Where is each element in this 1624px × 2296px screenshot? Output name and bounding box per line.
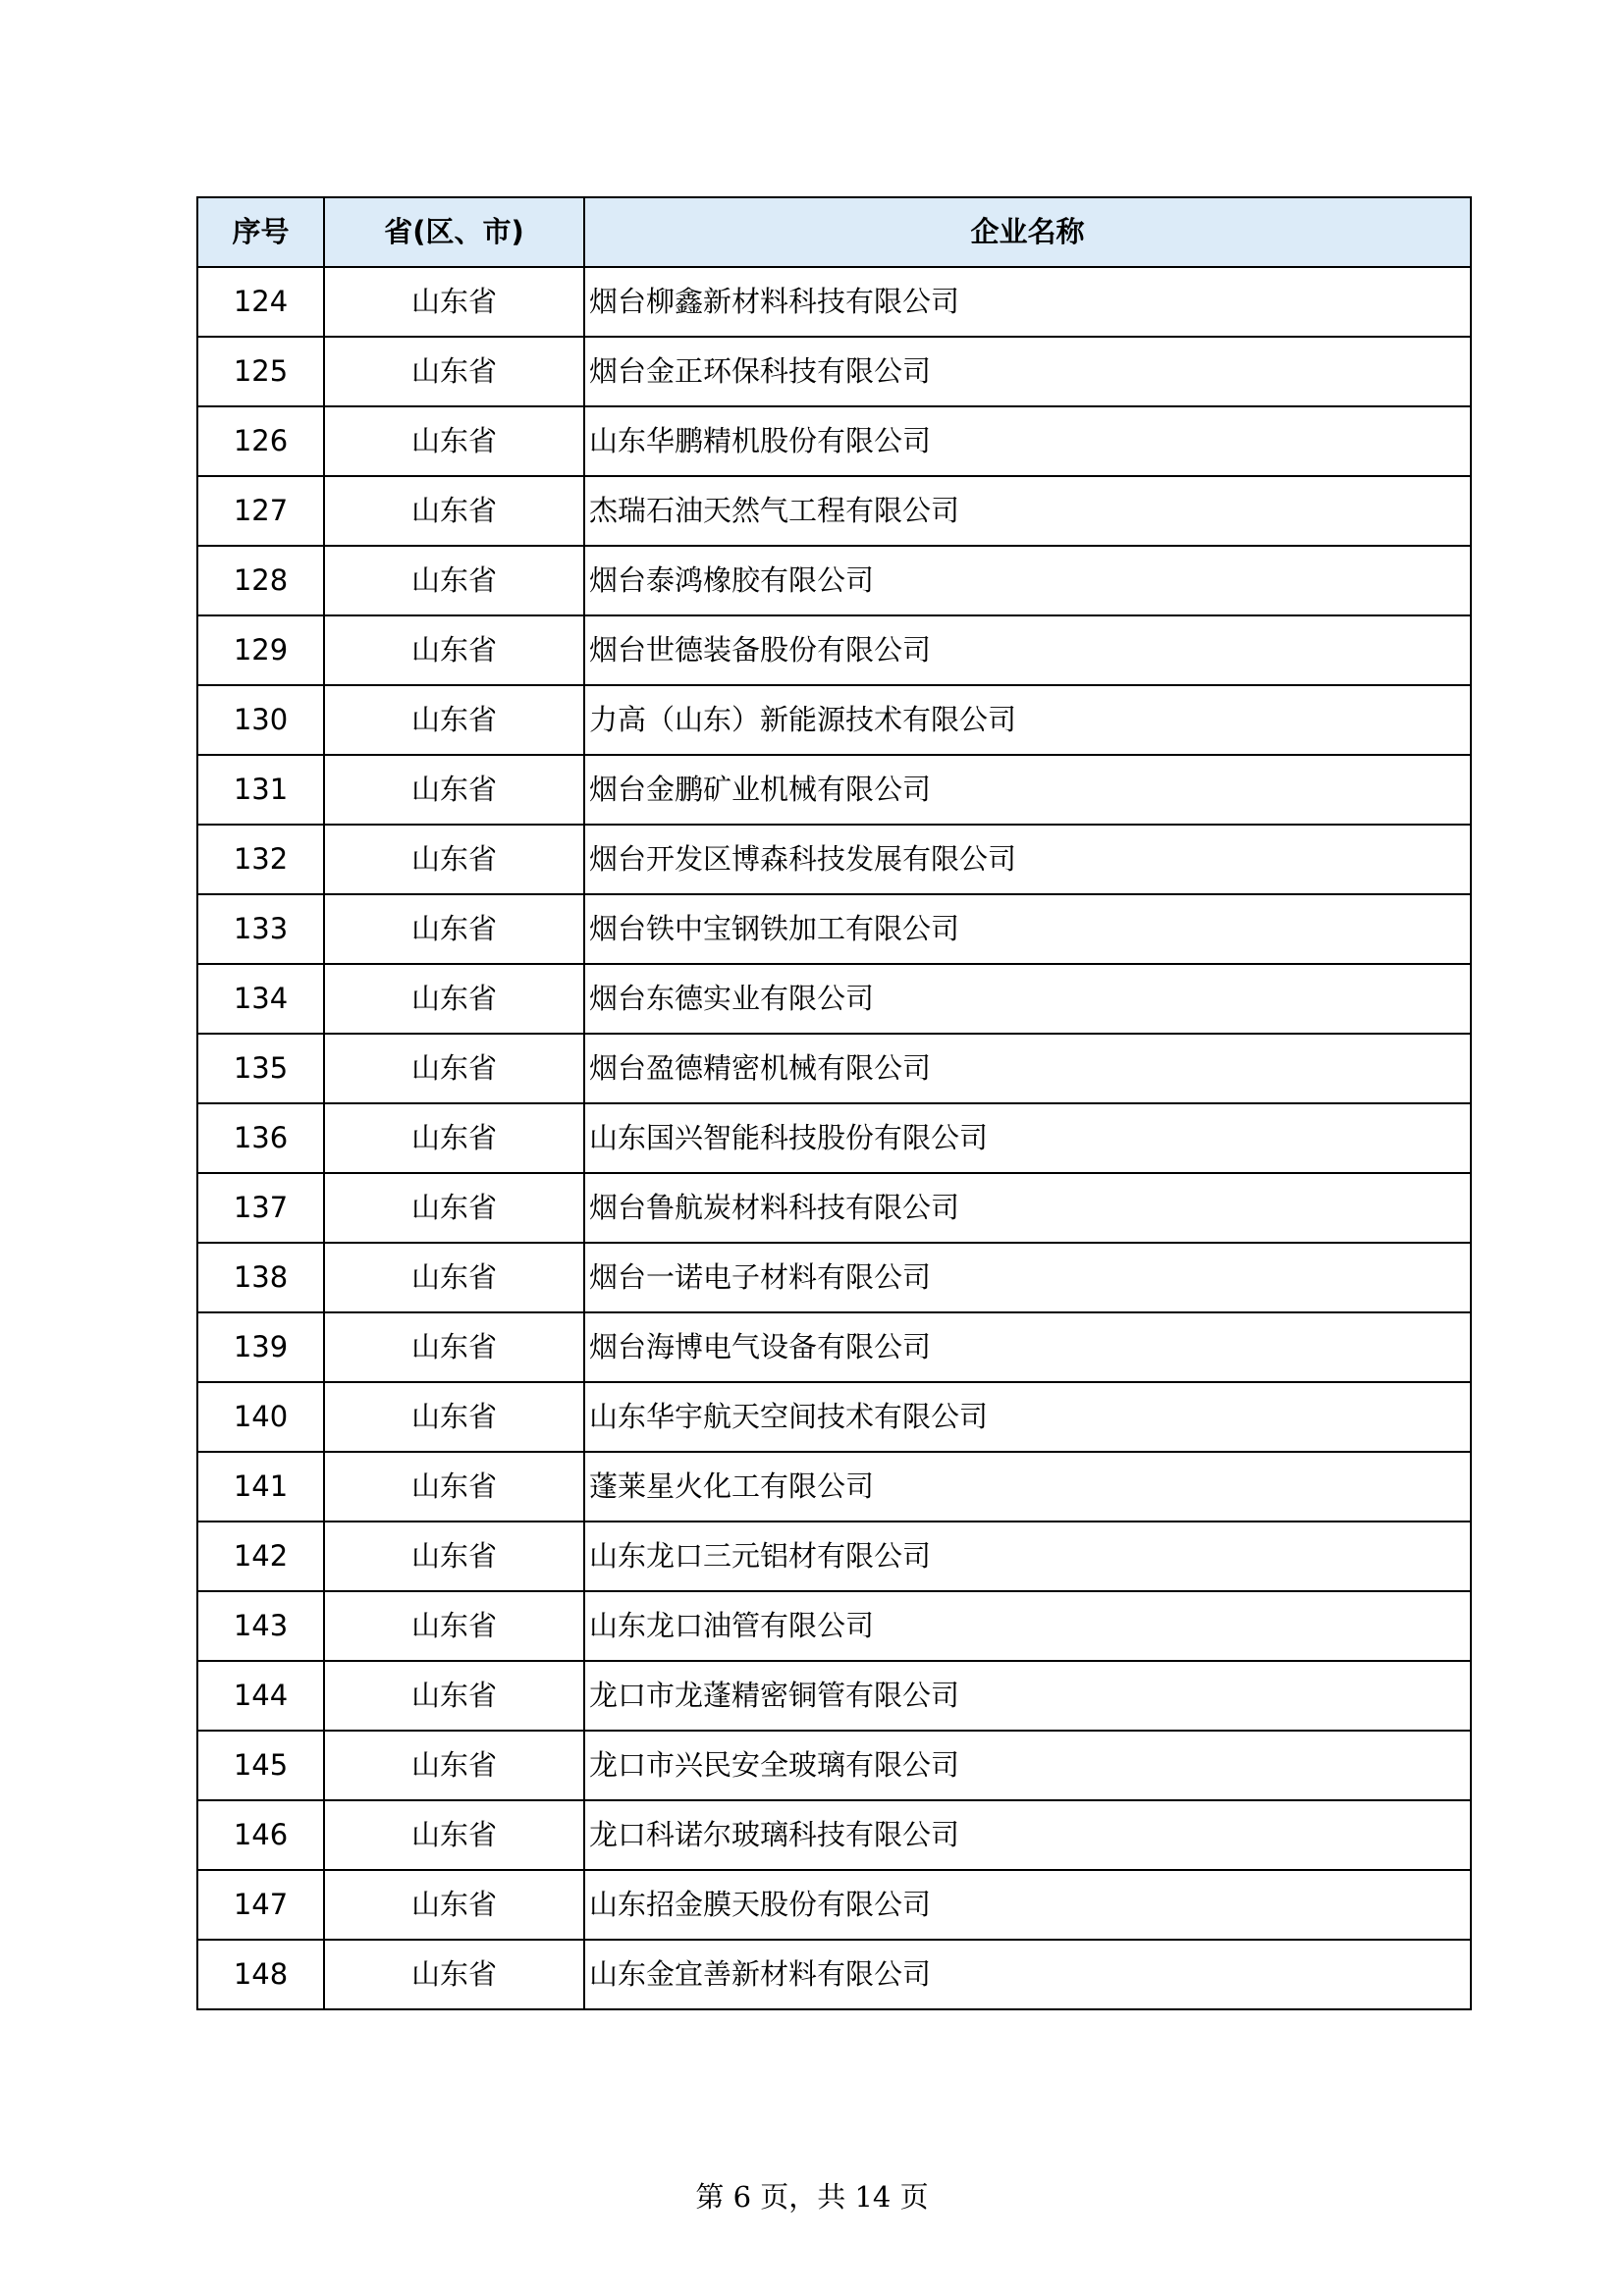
row-index-cell: 125 [197,337,324,406]
row-index-cell: 148 [197,1940,324,2009]
row-company-name-cell: 烟台泰鸿橡胶有限公司 [584,546,1471,615]
row-index-cell: 134 [197,964,324,1034]
row-company-name-cell: 烟台东德实业有限公司 [584,964,1471,1034]
table-row [197,825,1471,894]
table-row [197,1940,1471,2009]
row-index-cell: 136 [197,1103,324,1173]
table-row [197,1870,1471,1940]
footer-suffix: 页 [891,2180,929,2214]
row-province-cell: 山东省 [324,546,584,615]
row-province-cell: 山东省 [324,1591,584,1661]
row-company-name-cell: 山东招金膜天股份有限公司 [584,1870,1471,1940]
row-index-cell: 133 [197,894,324,964]
row-province-cell: 山东省 [324,337,584,406]
footer-middle: 页，共 [751,2180,855,2214]
row-index-cell: 129 [197,615,324,685]
row-index-cell: 131 [197,755,324,825]
table-row [197,1452,1471,1522]
row-company-name-cell: 烟台铁中宝钢铁加工有限公司 [584,894,1471,964]
row-company-name-cell: 烟台柳鑫新材料科技有限公司 [584,267,1471,337]
row-index-cell: 141 [197,1452,324,1522]
row-company-name-cell: 烟台金鹏矿业机械有限公司 [584,755,1471,825]
table-row [197,1800,1471,1870]
page-footer [0,2175,1624,2216]
row-index-cell: 142 [197,1522,324,1591]
table-row [197,337,1471,406]
table-row [197,894,1471,964]
row-province-cell: 山东省 [324,825,584,894]
row-company-name-cell: 力高（山东）新能源技术有限公司 [584,685,1471,755]
row-company-name-cell: 烟台盈德精密机械有限公司 [584,1034,1471,1103]
row-province-cell: 山东省 [324,615,584,685]
footer-current-page: 6 [732,2180,752,2214]
row-company-name-cell: 山东金宜善新材料有限公司 [584,1940,1471,2009]
table-row [197,267,1471,337]
row-province-cell: 山东省 [324,476,584,546]
row-index-cell: 145 [197,1731,324,1800]
row-index-cell: 140 [197,1382,324,1452]
row-province-cell: 山东省 [324,1522,584,1591]
table-row [197,1661,1471,1731]
row-index-cell: 144 [197,1661,324,1731]
row-province-cell: 山东省 [324,1452,584,1522]
row-company-name-cell: 烟台海博电气设备有限公司 [584,1312,1471,1382]
table-row [197,476,1471,546]
table-row [197,1522,1471,1591]
row-province-cell: 山东省 [324,1870,584,1940]
table-header-row [197,197,1471,267]
row-company-name-cell: 龙口市兴民安全玻璃有限公司 [584,1731,1471,1800]
table-row [197,964,1471,1034]
table-row [197,1034,1471,1103]
table-row [197,1103,1471,1173]
footer-prefix: 第 [695,2180,733,2214]
footer-total-pages: 14 [854,2180,892,2214]
row-company-name-cell: 山东国兴智能科技股份有限公司 [584,1103,1471,1173]
row-company-name-cell: 烟台一诺电子材料有限公司 [584,1243,1471,1312]
row-index-cell: 146 [197,1800,324,1870]
header-index: 序号 [197,197,324,267]
row-province-cell: 山东省 [324,267,584,337]
row-company-name-cell: 山东华鹏精机股份有限公司 [584,406,1471,476]
row-index-cell: 137 [197,1173,324,1243]
row-index-cell: 143 [197,1591,324,1661]
row-company-name-cell: 烟台鲁航炭材料科技有限公司 [584,1173,1471,1243]
row-province-cell: 山东省 [324,1103,584,1173]
table-row [197,1312,1471,1382]
row-company-name-cell: 山东龙口三元铝材有限公司 [584,1522,1471,1591]
row-index-cell: 127 [197,476,324,546]
table-row [197,1173,1471,1243]
row-index-cell: 139 [197,1312,324,1382]
row-province-cell: 山东省 [324,1661,584,1731]
row-index-cell: 128 [197,546,324,615]
row-province-cell: 山东省 [324,1382,584,1452]
table-row [197,1382,1471,1452]
row-index-cell: 138 [197,1243,324,1312]
row-province-cell: 山东省 [324,894,584,964]
company-table [196,196,1472,2010]
row-index-cell: 147 [197,1870,324,1940]
row-company-name-cell: 龙口科诺尔玻璃科技有限公司 [584,1800,1471,1870]
row-company-name-cell: 烟台世德装备股份有限公司 [584,615,1471,685]
row-company-name-cell: 山东龙口油管有限公司 [584,1591,1471,1661]
row-index-cell: 135 [197,1034,324,1103]
header-province: 省(区、市) [324,197,584,267]
row-province-cell: 山东省 [324,1243,584,1312]
row-company-name-cell: 龙口市龙蓬精密铜管有限公司 [584,1661,1471,1731]
row-province-cell: 山东省 [324,1173,584,1243]
row-index-cell: 124 [197,267,324,337]
row-index-cell: 130 [197,685,324,755]
table-row [197,755,1471,825]
table-row [197,1731,1471,1800]
row-province-cell: 山东省 [324,1800,584,1870]
header-company-name: 企业名称 [584,197,1471,267]
row-province-cell: 山东省 [324,685,584,755]
table-row [197,1591,1471,1661]
table-body [197,267,1471,2009]
row-province-cell: 山东省 [324,1312,584,1382]
row-company-name-cell: 山东华宇航天空间技术有限公司 [584,1382,1471,1452]
table-row [197,615,1471,685]
row-province-cell: 山东省 [324,1034,584,1103]
table-row [197,546,1471,615]
table-row [197,685,1471,755]
row-index-cell: 132 [197,825,324,894]
table-row [197,1243,1471,1312]
row-index-cell: 126 [197,406,324,476]
table-row [197,406,1471,476]
row-company-name-cell: 蓬莱星火化工有限公司 [584,1452,1471,1522]
row-province-cell: 山东省 [324,1731,584,1800]
table-header [197,197,1471,267]
row-province-cell: 山东省 [324,964,584,1034]
row-province-cell: 山东省 [324,755,584,825]
row-province-cell: 山东省 [324,1940,584,2009]
row-company-name-cell: 烟台开发区博森科技发展有限公司 [584,825,1471,894]
row-province-cell: 山东省 [324,406,584,476]
row-company-name-cell: 烟台金正环保科技有限公司 [584,337,1471,406]
row-company-name-cell: 杰瑞石油天然气工程有限公司 [584,476,1471,546]
